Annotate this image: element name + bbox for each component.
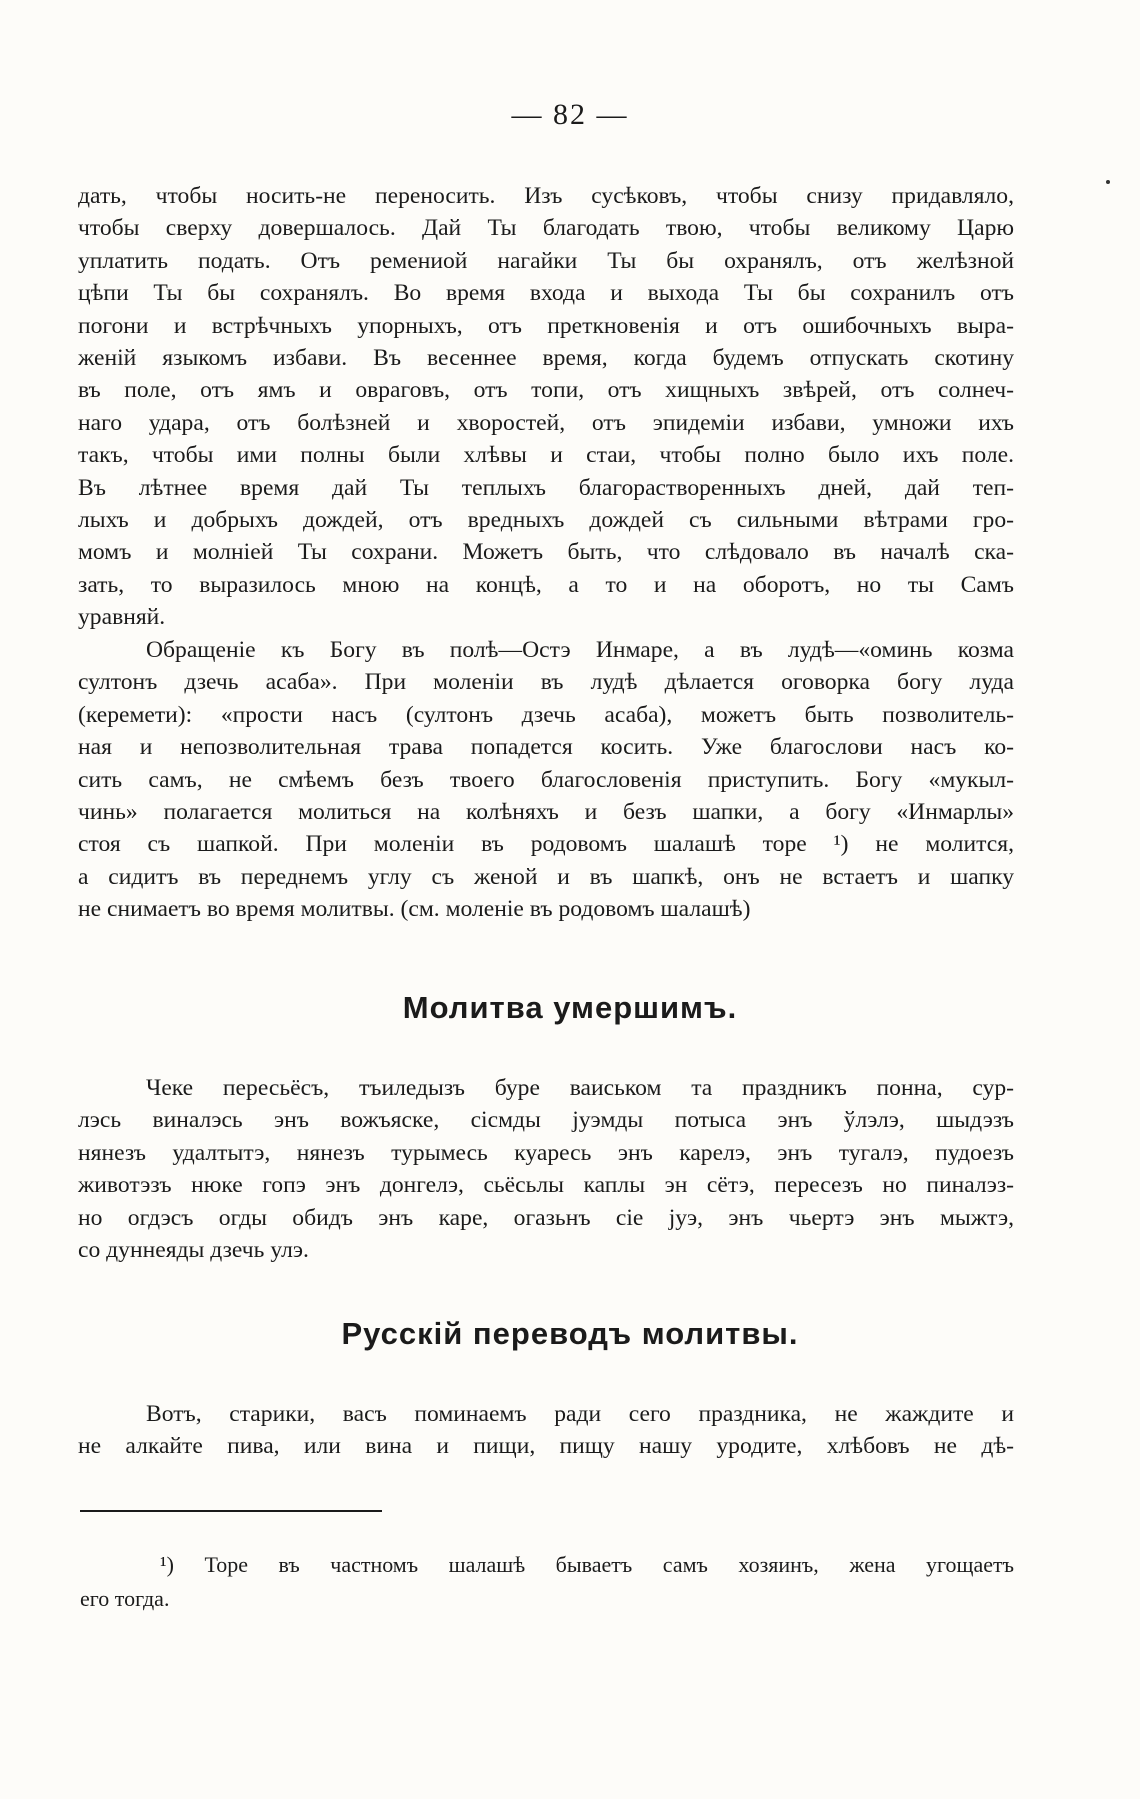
footnote-line: его тогда.: [80, 1586, 170, 1611]
text-line: султонъ дзечь асаба». При моленіи въ лудѣ дѣлается оговорка богу луда: [78, 669, 1014, 696]
footnote-line: ¹) Торе въ частномъ шалашѣ бываетъ самъ хозяинъ, жена угощаетъ: [160, 1552, 1014, 1577]
paragraph-appeal-to-god: [78, 634, 1014, 926]
text-line: Вотъ, старики, васъ поминаемъ ради сего праздника, не жаждите и: [146, 1401, 1014, 1427]
page-number: — 82 —: [511, 98, 629, 131]
text-line: а сидитъ въ переднемъ углу съ женой и въ шапкѣ, онъ не встаетъ и шапку: [78, 863, 1014, 890]
heading-russian-translation: Русскій переводъ молитвы.: [341, 1316, 799, 1351]
text-line: лыхъ и добрыхъ дождей, отъ вредныхъ дождей съ сильными вѣтрами гро-: [78, 507, 1014, 534]
text-line: чтобы сверху довершалось. Дай Ты благодать твою, чтобы великому Царю: [78, 215, 1014, 242]
footnote-divider: [80, 1510, 382, 1512]
text-line: погони и встрѣчныхъ упорныхъ, отъ преткновенія и отъ ошибочныхъ выра-: [78, 312, 1014, 339]
text-line: ная и непозволительная трава попадется косить. Уже благослови насъ ко-: [78, 734, 1014, 761]
text-line: уравняй.: [78, 604, 166, 631]
text-line: Обращеніе къ Богу въ полѣ—Остэ Инмаре, а въ лудѣ—«оминь козма: [146, 637, 1014, 663]
text-line: Въ лѣтнее время дай Ты теплыхъ благорастворенныхъ дней, дай теп-: [78, 474, 1014, 501]
text-line: зать, то выразилось мною на концѣ, а то и на оборотъ, но ты Самъ: [78, 571, 1014, 598]
text-line: женій языкомъ избави. Въ весеннее время, когда будемъ отпускать скотину: [78, 345, 1014, 372]
paragraph-prayer-text: [78, 1072, 1014, 1266]
text-line: дать, чтобы носить-не переносить. Изъ сусѣковъ, чтобы снизу придавляло,: [78, 183, 1014, 209]
paragraph-prayer-continuation: [78, 180, 1014, 634]
text-line: стоя съ шапкой. При моленіи въ родовомъ шалашѣ торе ¹) не молится,: [78, 831, 1014, 858]
text-line: такъ, чтобы ими полны были хлѣвы и стаи, чтобы полно было ихъ поле.: [78, 442, 1014, 469]
text-line: наго удара, отъ болѣзней и хворостей, отъ эпидеміи избави, умножи ихъ: [78, 409, 1014, 436]
text-line: животэзъ нюке гопэ энъ донгелэ, сьёсьлы каплы эн сётэ, пересезъ но пиналэз-: [78, 1172, 1014, 1199]
text-line: нянезъ удалтытэ, нянезъ турымесь куаресь энъ карелэ, энъ тугалэ, пудоезъ: [78, 1139, 1014, 1166]
text-line: момъ и молніей Ты сохрани. Можетъ быть, что слѣдовало въ началѣ ска-: [78, 539, 1014, 566]
footnote: [80, 1548, 1014, 1616]
paragraph-translation: [78, 1398, 1014, 1463]
stray-dot-mark: [1106, 180, 1110, 184]
text-line: уплатить подать. Отъ ремениой нагайки Ты бы охранялъ, отъ желѣзной: [78, 247, 1014, 274]
text-line: чинь» полагается молиться на колѣняхъ и безъ шапки, а богу «Инмарлы»: [78, 799, 1014, 826]
text-line: но огдэсъ огды обидъ энъ каре, огазьнъ сiе jуэ, энъ чьертэ энъ мыжтэ,: [78, 1204, 1014, 1231]
text-line: не снимаетъ во время молитвы. (см. моленіе въ родовомъ шалашѣ): [78, 896, 751, 923]
heading-prayer-for-dead: Молитва умершимъ.: [402, 990, 738, 1025]
text-line: не алкайте пива, или вина и пищи, пищу нашу уродите, хлѣбовъ не дѣ-: [78, 1433, 1014, 1460]
text-line: въ поле, отъ ямъ и овраговъ, отъ топи, отъ хищныхъ звѣрей, отъ солнеч-: [78, 377, 1014, 404]
text-line: цѣпи Ты бы сохранялъ. Во время входа и выхода Ты бы сохранилъ отъ: [78, 280, 1014, 307]
text-line: (керемети): «прости насъ (султонъ дзечь асаба), можетъ быть позволитель-: [78, 701, 1014, 728]
text-line: со дуннеяды дзечь улэ.: [78, 1237, 309, 1264]
text-line: сить самъ, не смѣемъ безъ твоего благословенія приступить. Богу «мукыл-: [78, 766, 1014, 793]
text-line: Чеке пересьёсъ, тъиледызъ буре ваиськом та праздникъ понна, сур-: [146, 1075, 1014, 1101]
text-line: лэсь виналэсь энъ вожъяске, сiсмды jуэмды потыса энъ ўлэлэ, шыдэзъ: [78, 1107, 1014, 1134]
